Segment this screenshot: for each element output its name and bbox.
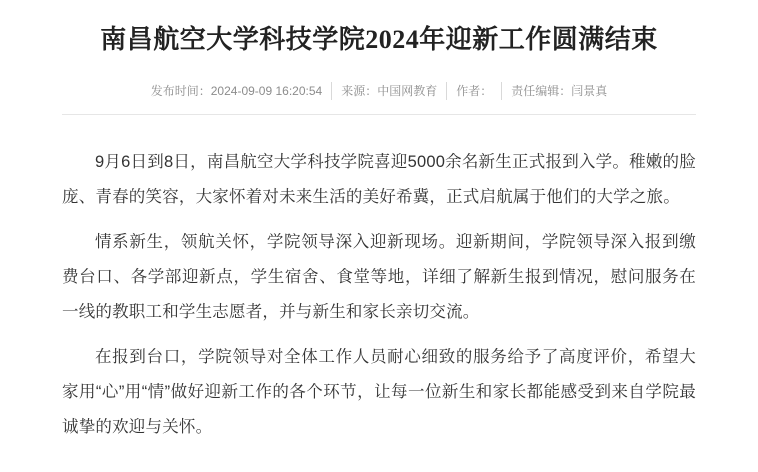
author-label: 作者： [456, 84, 493, 98]
source-label: 来源： [341, 84, 378, 98]
page-title: 南昌航空大学科技学院2024年迎新工作圆满结束 [100, 25, 658, 54]
author-segment [447, 82, 502, 100]
article-paragraph: 在报到台口，学院领导对全体工作人员耐心细致的服务给予了高度评价，希望大家用“心”用“情”做好迎新工作的各个环节，让每一位新生和家长都能感受到来自学院最诚挚的欢迎与关怀。 [62, 348, 696, 436]
editor-label: 责任编辑： [511, 84, 572, 98]
editor-value: 闫景真 [571, 84, 608, 98]
article-paragraph: 情系新生，领航关怀，学院领导深入迎新现场。迎新期间，学院领导深入报到缴费台口、各学部迎新点，学生宿舍、食堂等地，详细了解新生报到情况，慰问服务在一线的教职工和学生志愿者，并与新生和家长亲切交流。 [62, 233, 696, 321]
article-meta-bar [62, 82, 696, 115]
source-segment [332, 82, 447, 100]
article-meta [151, 82, 608, 100]
editor-segment [502, 82, 607, 100]
article-paragraph: 9月6日到8日，南昌航空大学科技学院喜迎5000余名新生正式报到入学。稚嫩的脸庞、青春的笑容，大家怀着对未来生活的美好希冀，正式启航属于他们的大学之旅。 [62, 153, 696, 206]
source-value[interactable]: 中国网教育 [377, 84, 438, 98]
publish-time-segment [151, 82, 332, 100]
publish-time-value: 2024-09-09 16:20:54 [210, 84, 323, 98]
article-body [62, 145, 696, 445]
publish-time-label: 发布时间： [150, 84, 211, 98]
